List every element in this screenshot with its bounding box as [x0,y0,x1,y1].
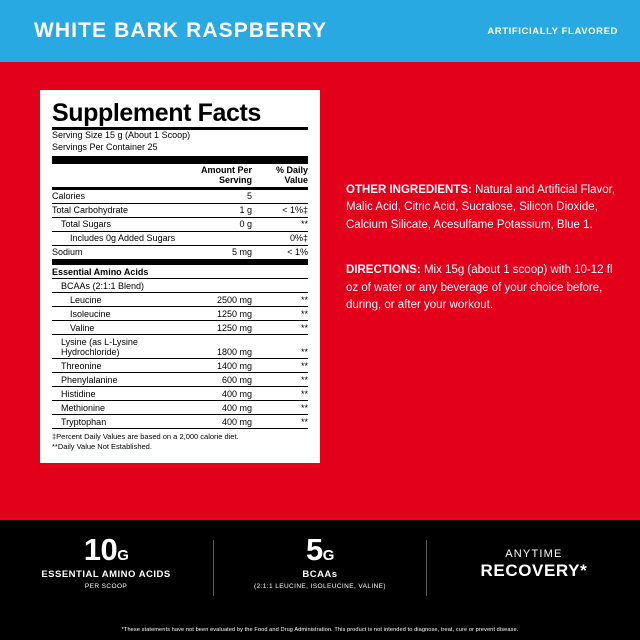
supplement-facts-panel [40,90,320,463]
stat-unit-eaa: G [117,547,129,564]
fda-disclaimer: *These statements have not been evaluated by the Food and Drug Administration. This product is not intended to diagnose, treat, cure or prevent disease. [121,627,519,633]
nutrient-amount: 5 mg [196,245,260,262]
stat-sublabel-eaa: PER SCOOP [84,582,128,590]
stat-label-eaa: ESSENTIAL AMINO ACIDS [41,569,171,580]
nutrient-daily-value: 0%‡ [260,231,308,245]
table-row [52,293,308,307]
table-row [52,335,308,359]
nutrient-daily-value: ** [260,307,308,321]
info-column [320,90,618,520]
nutrient-name: Methionine [52,401,196,415]
stat-value-bcaa [214,534,425,565]
nutrient-amount: 5 [196,188,260,203]
nutrient-name: Calories [52,188,196,203]
other-ingredients-block [346,182,618,234]
nutrient-name: Tryptophan [52,415,196,429]
header-daily-value: % Daily Value [260,164,308,189]
table-row [52,188,308,203]
nutrient-amount: 400 mg [196,387,260,401]
stat-unit-bcaa: G [322,547,334,564]
nutrient-daily-value: ** [260,401,308,415]
table-row [52,387,308,401]
table-row [52,217,308,231]
nutrient-name: Lysine (as L-Lysine Hydrochloride) [52,335,196,359]
divider-2 [426,540,427,596]
stat-number-eaa: 10 [83,532,118,567]
artificially-flavored-note: ARTIFICIALLY FLAVORED [487,25,618,37]
header-amount-per-serving: Amount Per Serving [196,164,260,189]
nutrient-daily-value [260,279,308,293]
footnote-not-established: **Daily Value Not Established. [52,442,152,452]
stat-number-bcaa: 5 [306,532,323,567]
table-row [52,401,308,415]
header-blank [52,164,196,189]
nutrient-amount: 400 mg [196,401,260,415]
nutrient-daily-value: ** [260,359,308,373]
nutrient-name: Histidine [52,387,196,401]
nutrient-name: Phenylalanine [52,373,196,387]
table-row [52,307,308,321]
supplement-facts-table [52,164,308,430]
other-ingredients-text: Natural and Artificial Flavor, Malic Acid, Citric Acid, Sucralose, Silicon Dioxide, Calcium Silicate, Acesulfame Potassium, Blue 1. [346,184,616,231]
nutrient-daily-value: ** [260,217,308,231]
nutrient-name: Threonine [52,359,196,373]
anytime-line1: ANYTIME [505,548,563,560]
nutrient-daily-value: ** [260,293,308,307]
stat-bcaas [214,534,425,590]
nutrient-name: Includes 0g Added Sugars [52,231,196,245]
anytime-line2: RECOVERY* [480,561,588,580]
table-row [52,373,308,387]
directions-label: DIRECTIONS: [346,264,421,277]
table-row [52,203,308,217]
stat-essential-amino-acids [0,534,211,590]
nutrient-amount: 1250 mg [196,307,260,321]
table-header-row [52,164,308,189]
product-header [0,0,640,62]
nutrient-daily-value: ** [260,387,308,401]
stat-label-bcaa: BCAAs [302,569,338,580]
stat-sublabel-bcaa: (2:1:1 LEUCINE, ISOLEUCINE, VALINE) [253,582,386,590]
nutrient-amount: 1 g [196,203,260,217]
nutrient-amount: 1400 mg [196,359,260,373]
nutrient-amount [196,231,260,245]
flavor-title: WHITE BARK RASPBERRY [34,19,328,42]
nutrient-daily-value [260,188,308,203]
nutrient-daily-value: < 1%‡ [260,203,308,217]
supplement-facts-title: Supplement Facts [52,99,261,127]
nutrient-amount: 400 mg [196,415,260,429]
nutrient-amount: 2500 mg [196,293,260,307]
other-ingredients-label: OTHER INGREDIENTS: [346,184,472,196]
nutrient-name: Total Sugars [52,217,196,231]
section-label: Essential Amino Acids [52,262,308,279]
nutrient-name: Sodium [52,245,196,262]
nutrient-daily-value: < 1% [260,245,308,262]
nutrient-amount: 0 g [196,217,260,231]
table-row [52,279,308,293]
nutrient-name: Valine [52,321,196,335]
footnote-daily-values: ‡Percent Daily Values are based on a 2,000 calorie diet. [52,432,239,442]
table-row [52,415,308,429]
nutrient-amount: 600 mg [196,373,260,387]
table-row [52,359,308,373]
nutrient-name: Leucine [52,293,196,307]
table-row [52,231,308,245]
anytime-recovery-badge [428,534,639,581]
main-content [0,62,640,520]
nutrient-amount [196,279,260,293]
nutrient-amount: 1800 mg [196,335,260,359]
nutrient-name: Isoleucine [52,307,196,321]
nutrient-amount: 1250 mg [196,321,260,335]
nutrient-daily-value: ** [260,321,308,335]
table-section-header [52,262,308,279]
serving-size: Serving Size 15 g (About 1 Scoop) [52,130,191,141]
servings-per-container: Servings Per Container 25 [52,141,158,152]
directions-block [346,262,618,314]
nutrient-name: BCAAs (2:1:1 Blend) [52,279,196,293]
nutrient-daily-value: ** [260,335,308,359]
directions-text: Mix 15g (about 1 scoop) with 10-12 fl oz of water or any beverage of your choice before, during, or after your workout. [346,264,613,312]
bottom-stats-bar [0,520,640,640]
nutrient-daily-value: ** [260,373,308,387]
divider-1 [213,540,214,596]
stat-value-eaa [0,534,211,565]
table-row [52,321,308,335]
nutrient-daily-value: ** [260,415,308,429]
table-row [52,245,308,262]
nutrient-name: Total Carbohydrate [52,203,196,217]
